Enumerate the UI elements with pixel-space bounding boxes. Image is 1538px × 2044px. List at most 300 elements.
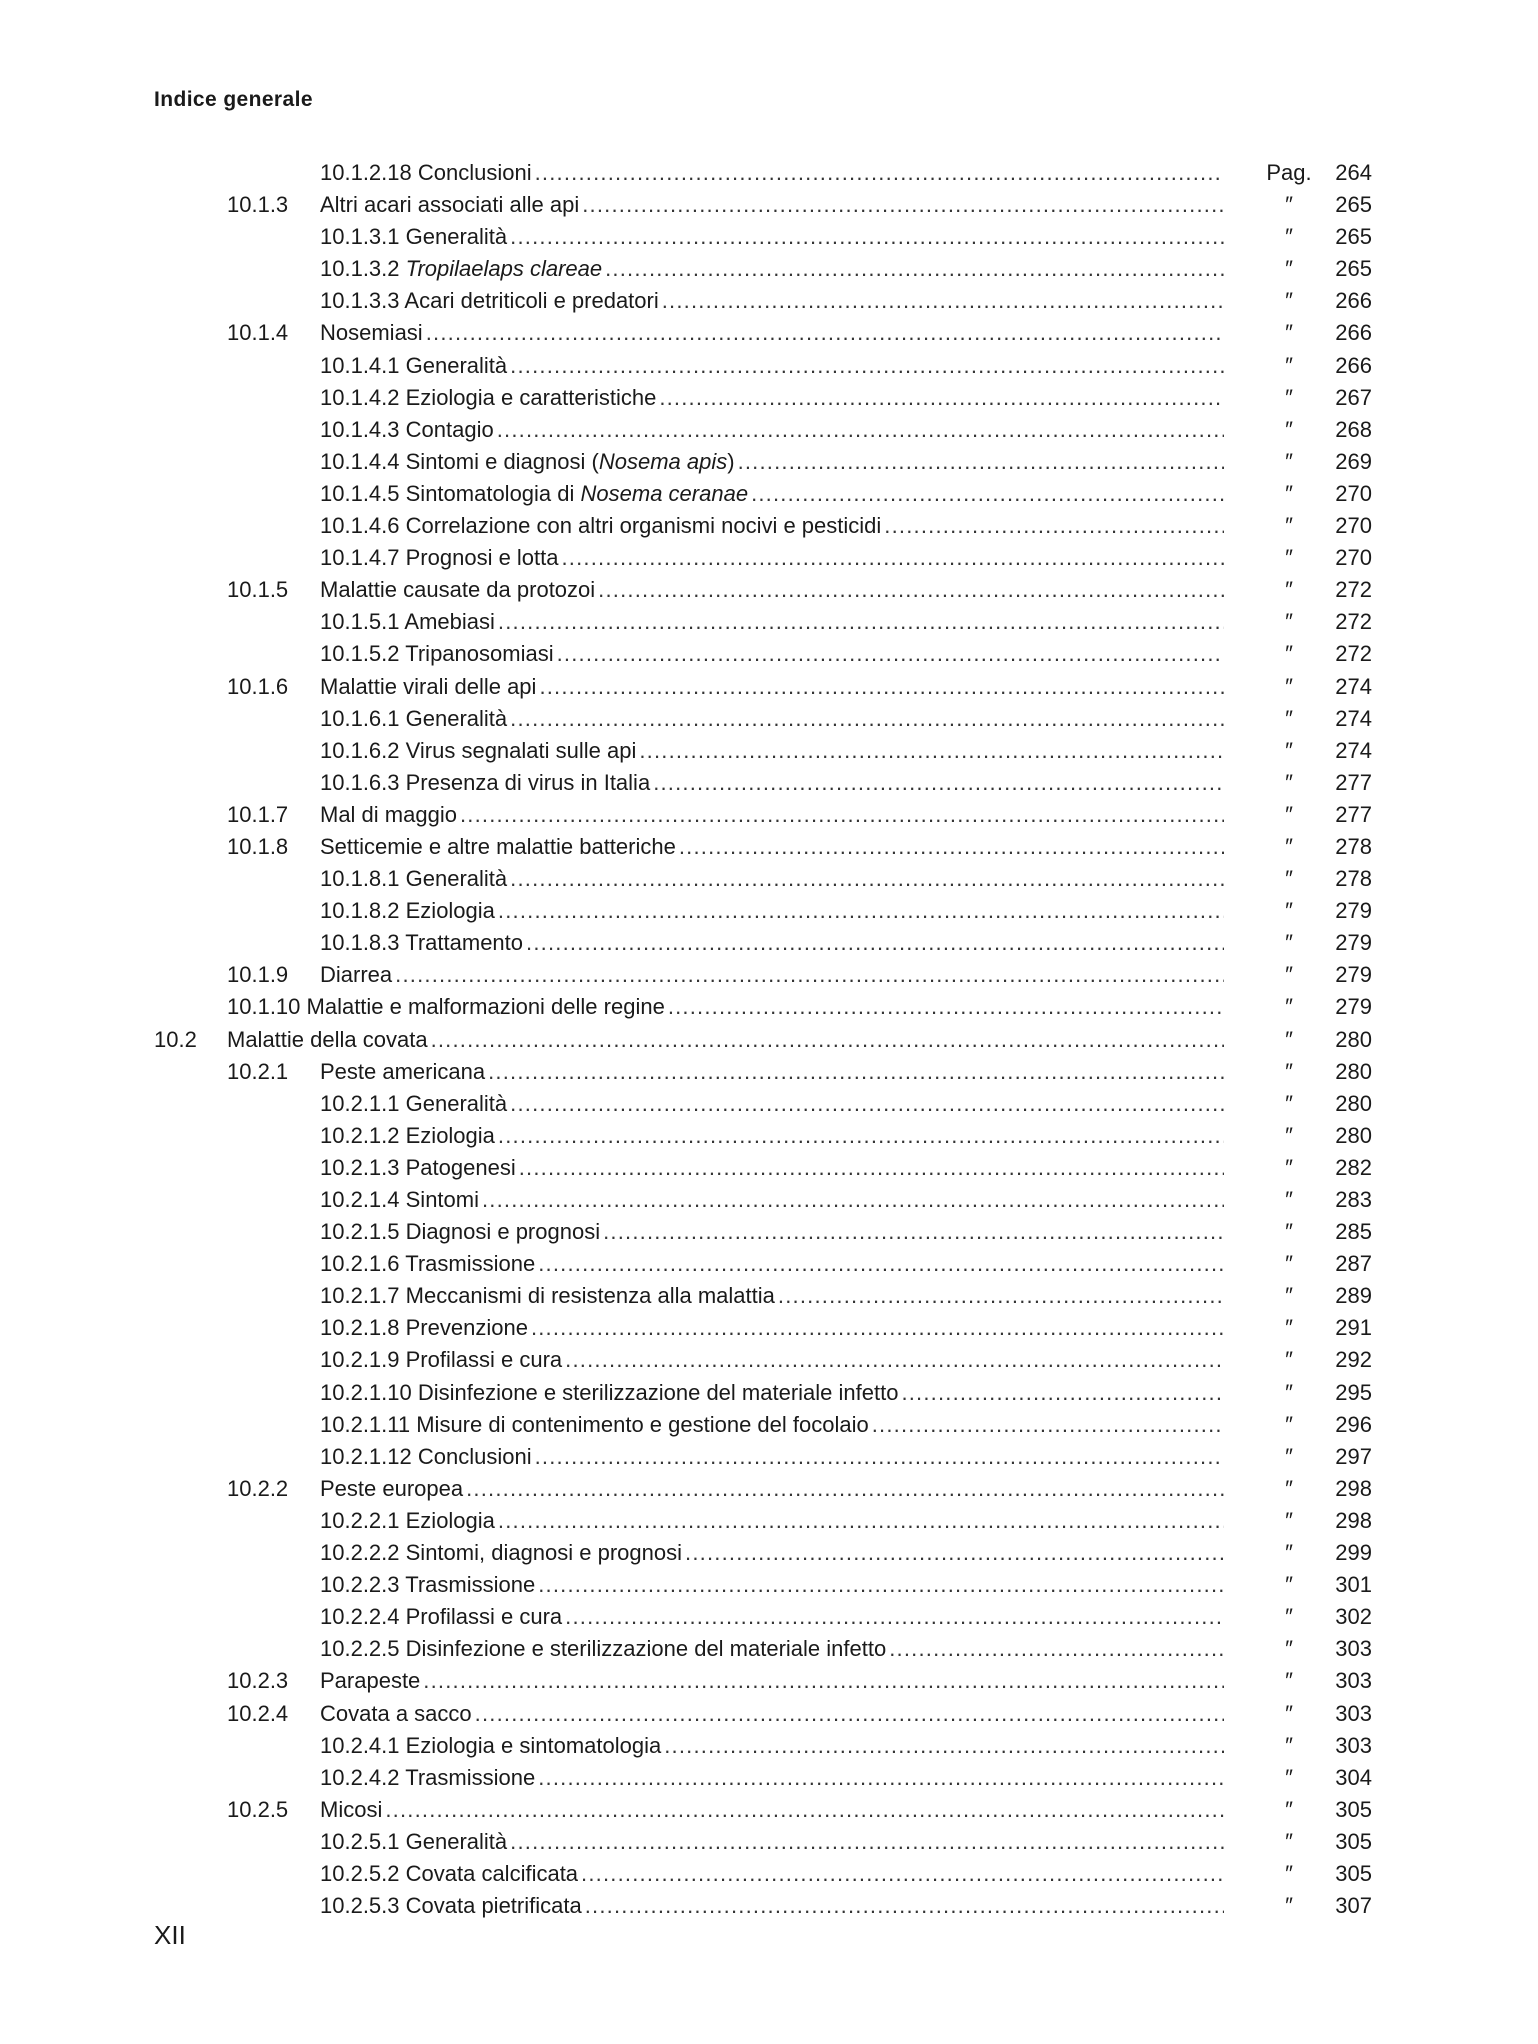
toc-page-number: 298 [1335,1507,1372,1533]
toc-entry-text: 10.1.4.1 Generalità [320,352,508,378]
toc-page-number: 277 [1335,769,1372,795]
dot-leader [420,1665,1224,1697]
toc-entry-title [320,927,1224,959]
toc-entry-text: 10.2.5.2 Covata calcificata [320,1860,579,1886]
toc-entry [0,1280,1538,1312]
toc-entry-text: 10.1.3.3 Acari detriticoli e predatori [320,288,659,314]
dot-leader [516,1152,1224,1184]
ditto-mark: ″ [1285,1893,1293,1919]
ditto-mark: ″ [1285,1668,1293,1694]
toc-entry-title [320,606,1224,638]
dot-leader [392,959,1224,991]
ditto-mark: ″ [1285,833,1293,859]
toc-entry-text: 10.1.8.1 Generalità [320,866,508,892]
toc-page-number: 279 [1335,930,1372,956]
toc-entry [0,1056,1538,1088]
ditto-mark: ″ [1285,1122,1293,1148]
ditto-mark: ″ [1285,1636,1293,1662]
toc-entry-title [320,1569,1224,1601]
ditto-mark: ″ [1285,352,1293,378]
toc-entry-number: 10.2 [154,1026,197,1052]
dot-leader [495,895,1224,927]
toc-page-number: 265 [1335,192,1372,218]
toc-entry-title [320,959,1224,991]
toc-page-number: 302 [1335,1604,1372,1630]
toc-page-number: 280 [1335,1058,1372,1084]
toc-entry [0,382,1538,414]
toc-page-number: 272 [1335,641,1372,667]
toc-entry-text: 10.1.6.1 Generalità [320,705,508,731]
toc-entry-title [320,574,1224,606]
pag-label: Pag. [1266,160,1312,185]
toc-page-number: 274 [1335,705,1372,731]
toc-entry-title [320,735,1224,767]
toc-entry-text: 10.2.1.1 Generalità [320,1090,508,1116]
toc-entry-title [320,1312,1224,1344]
toc-page-number: 303 [1335,1668,1372,1694]
toc-entry-text: 10.1.3.2 [320,256,406,282]
toc-entry-text: Parapeste [320,1668,421,1694]
toc-page-number: 280 [1335,1122,1372,1148]
ditto-mark: ″ [1285,1411,1293,1437]
toc-entry-number: 10.2.3 [227,1668,289,1694]
toc-entry [0,1826,1538,1858]
toc-entry [0,574,1538,606]
toc-entry [0,767,1538,799]
toc-entry-text: Diarrea [320,962,393,988]
toc-entry [0,1890,1538,1922]
toc-entry [0,1569,1538,1601]
toc-entry-title [320,767,1224,799]
toc-page-number: 269 [1335,448,1372,474]
toc-page-number: 285 [1335,1219,1372,1245]
toc-entry-number: 10.1.7 [227,801,289,827]
toc-entry-title [320,1441,1224,1473]
toc-entry-title [320,1377,1224,1409]
toc-entry [0,831,1538,863]
toc-entry-title [320,1633,1224,1665]
ditto-mark: ″ [1285,769,1293,795]
toc-page-number: 291 [1335,1315,1372,1341]
toc-entry-text: 10.1.3.1 Generalità [320,224,508,250]
ditto-mark: ″ [1285,545,1293,571]
ditto-mark: ″ [1285,1507,1293,1533]
toc-entry-text: 10.2.1.3 Patogenesi [320,1154,516,1180]
toc-entry-title [320,510,1224,542]
dot-leader [507,863,1224,895]
toc-entry-text: 10.1.6.3 Presenza di virus in Italia [320,769,651,795]
toc-page-number: 279 [1335,898,1372,924]
toc-page-number: 307 [1335,1893,1372,1919]
toc-entry-text: Covata a sacco [320,1700,472,1726]
ditto-mark: ″ [1285,994,1293,1020]
toc-entry-text: 10.2.2.3 Trasmissione [320,1572,536,1598]
toc-entry-title [320,1665,1224,1697]
ditto-mark: ″ [1285,1347,1293,1373]
toc-page-number: 268 [1335,416,1372,442]
toc-entry [0,735,1538,767]
toc-entry-number: 10.1.8 [227,833,289,859]
toc-entry-text: 10.1.10 Malattie e malformazioni delle regine [227,994,665,1020]
dot-leader [562,1344,1224,1376]
dot-leader [602,253,1224,285]
toc-entry [0,1698,1538,1730]
dot-leader [559,542,1225,574]
toc-entry-text: Altri acari associati alle api [320,192,580,218]
toc-page-number: 274 [1335,673,1372,699]
toc-entry [0,703,1538,735]
dot-leader [495,1120,1224,1152]
toc-entry-text: 10.2.1.9 Profilassi e cura [320,1347,563,1373]
toc-entry [0,1377,1538,1409]
ditto-mark: ″ [1285,1540,1293,1566]
toc-entry-title [320,1762,1224,1794]
ditto-mark: ″ [1285,673,1293,699]
dot-leader [423,317,1224,349]
toc-entry [0,1505,1538,1537]
toc-entry-text: 10.2.1.8 Prevenzione [320,1315,528,1341]
ditto-mark: ″ [1285,1379,1293,1405]
dot-leader [507,350,1224,382]
toc-entry-title [320,350,1224,382]
toc-entry-text: Mal di maggio [320,801,457,827]
toc-page-number: 305 [1335,1828,1372,1854]
toc-entry-number: 10.2.5 [227,1796,289,1822]
toc-entry [0,799,1538,831]
toc-entry-title [320,1344,1224,1376]
toc-entry-title [320,478,1224,510]
dot-leader [485,1056,1224,1088]
ditto-mark: ″ [1285,962,1293,988]
dot-leader [536,671,1224,703]
toc-page-number: 278 [1335,833,1372,859]
toc-entry-text: 10.1.2.18 Conclusioni [320,160,532,185]
toc-entry [0,1730,1538,1762]
dot-leader [494,414,1224,446]
toc-entry-title [320,895,1224,927]
toc-entry-title [320,157,1224,189]
toc-page-number: 303 [1335,1700,1372,1726]
toc-page-number: 270 [1335,480,1372,506]
toc-entry [0,478,1538,510]
dot-leader [507,1088,1224,1120]
dot-leader [457,799,1224,831]
running-header: Indice generale [154,88,313,111]
toc-page-number: 266 [1335,288,1372,314]
dot-leader [898,1377,1224,1409]
toc-page-number: 277 [1335,801,1372,827]
dot-leader [507,1826,1224,1858]
toc-page-number: 301 [1335,1572,1372,1598]
toc-page-number: 265 [1335,256,1372,282]
ditto-mark: ″ [1285,898,1293,924]
toc-entry-text: 10.1.8.2 Eziologia [320,898,495,924]
ditto-mark: ″ [1285,416,1293,442]
toc-page-number: 283 [1335,1187,1372,1212]
toc-entry-text: 10.2.1.7 Meccanismi di resistenza alla malattia [320,1283,775,1309]
dot-leader [507,221,1224,253]
ditto-mark: ″ [1285,1796,1293,1822]
toc-entry-text: 10.2.5.1 Generalità [320,1828,508,1854]
toc-page-number: 287 [1335,1251,1372,1277]
toc-entry-title [320,1601,1224,1633]
toc-entry-text: 10.2.1.6 Trasmissione [320,1251,536,1277]
toc-entry-number: 10.1.3 [227,192,289,218]
toc-entry-title [227,1024,1224,1056]
dot-leader [600,1216,1224,1248]
toc-entry-number: 10.1.4 [227,320,289,346]
dot-leader [479,1184,1224,1216]
toc-entry [0,1120,1538,1152]
ditto-mark: ″ [1285,1443,1293,1469]
toc-entry-title [320,317,1224,349]
ditto-mark: ″ [1285,1251,1293,1277]
toc-entry-number: 10.1.6 [227,673,289,699]
ditto-mark: ″ [1285,737,1293,763]
toc-page-number: 279 [1335,962,1372,988]
toc-entry-number: 10.2.2 [227,1475,289,1501]
dot-leader [554,638,1224,670]
toc-page-number: 280 [1335,1026,1372,1052]
toc-entry-text-suffix: ) [727,448,735,474]
toc-entry-text: 10.2.2.2 Sintomi, diagnosi e prognosi [320,1540,683,1566]
ditto-mark: ″ [1285,256,1293,282]
toc-entry [0,414,1538,446]
dot-leader [659,285,1224,317]
toc-entry-text: 10.1.4.7 Prognosi e lotta [320,545,559,571]
ditto-mark: ″ [1285,1860,1293,1886]
toc-page-number: 289 [1335,1283,1372,1309]
toc-entry [0,350,1538,382]
toc-entry-text: 10.2.1.4 Sintomi [320,1187,479,1212]
toc-page-number: 270 [1335,513,1372,539]
toc-entry [0,1184,1538,1216]
ditto-mark: ″ [1285,1058,1293,1084]
toc-entry-text: Malattie causate da protozoi [320,577,596,603]
toc-entry-text: Peste americana [320,1058,486,1084]
ditto-mark: ″ [1285,1475,1293,1501]
toc-entry-text: 10.1.4.3 Contagio [320,416,494,442]
toc-entry-title [320,382,1224,414]
dot-leader [656,382,1224,414]
toc-entry-text: 10.2.1.11 Misure di contenimento e gestione del focolaio [320,1411,869,1437]
toc-entry-text: 10.2.1.2 Eziologia [320,1122,495,1148]
toc-page-number: 304 [1335,1764,1372,1790]
toc-entry-number: 10.1.9 [227,962,289,988]
toc-page-number: 270 [1335,545,1372,571]
dot-leader [472,1698,1224,1730]
dot-leader [532,1441,1224,1473]
toc-entry [0,1794,1538,1826]
toc-entry-title [320,1152,1224,1184]
toc-entry-title [320,799,1224,831]
toc-entry-title [320,1826,1224,1858]
ditto-mark: ″ [1285,1090,1293,1116]
dot-leader [886,1633,1224,1665]
toc-entry [0,1152,1538,1184]
toc-entry-title [320,1698,1224,1730]
ditto-mark: ″ [1285,320,1293,346]
toc-entry-text: 10.2.4.1 Eziologia e sintomatologia [320,1732,662,1758]
toc-entry-text: 10.1.5.2 Tripanosomiasi [320,641,554,667]
dot-leader [463,1473,1224,1505]
ditto-mark: ″ [1285,1700,1293,1726]
toc-page-number: 267 [1335,384,1372,410]
dot-leader [636,735,1224,767]
toc-entry [0,1665,1538,1697]
toc-entry-title [320,253,1224,285]
toc-entry-title [320,414,1224,446]
toc-entry-text: 10.2.1.5 Diagnosi e prognosi [320,1219,601,1245]
dot-leader [735,446,1224,478]
toc-page-number: 297 [1335,1443,1372,1469]
ditto-mark: ″ [1285,1604,1293,1630]
dot-leader [869,1409,1224,1441]
toc-page-number: 265 [1335,224,1372,250]
toc-entry-title [320,1056,1224,1088]
toc-entry-text: 10.1.4.6 Correlazione con altri organismi nocivi e pesticidi [320,513,882,539]
toc-page-number: 305 [1335,1796,1372,1822]
toc-entry-text: Setticemie e altre malattie batteriche [320,833,676,859]
toc-page-number: 272 [1335,609,1372,635]
dot-leader [682,1537,1224,1569]
toc-entry [0,1858,1538,1890]
ditto-mark: ″ [1285,1026,1293,1052]
toc-entry [0,446,1538,478]
toc-entry-text: Malattie della covata [227,1026,428,1052]
ditto-mark: ″ [1285,1828,1293,1854]
dot-leader [495,1505,1224,1537]
toc-entry [0,1216,1538,1248]
toc-entry-number: 10.2.4 [227,1700,289,1726]
toc-entry-number: 10.1.5 [227,577,289,603]
toc-entry-title [320,1794,1224,1826]
toc-entry-number: 10.2.1 [227,1058,289,1084]
toc-page-number: 292 [1335,1347,1372,1373]
toc-page-number: 279 [1335,994,1372,1020]
toc-entry [0,1312,1538,1344]
toc-page-number: 264 [1335,160,1372,185]
toc-entry [0,317,1538,349]
toc-entry-text: 10.2.2.5 Disinfezione e sterilizzazione del materiale infetto [320,1636,887,1662]
toc-entry-text: Nosemiasi [320,320,423,346]
dot-leader [582,1890,1224,1922]
toc-entry-title [320,1088,1224,1120]
toc-page-number: 298 [1335,1475,1372,1501]
toc-entry [0,895,1538,927]
toc-entry-title [320,1505,1224,1537]
toc-page-number: 278 [1335,866,1372,892]
toc-entry [0,959,1538,991]
toc-entry [0,157,1538,189]
toc-page-number: 296 [1335,1411,1372,1437]
ditto-mark: ″ [1285,1187,1293,1212]
toc-entry-title [320,1890,1224,1922]
toc-entry-title [320,1280,1224,1312]
ditto-mark: ″ [1285,1219,1293,1245]
toc-page-number: 303 [1335,1732,1372,1758]
toc-entry-text: 10.1.4.4 Sintomi e diagnosi ( [320,448,599,474]
dot-leader [562,1601,1224,1633]
dot-leader [650,767,1224,799]
toc-entry-italic-text: Nosema ceranae [580,480,749,506]
toc-entry-text: 10.1.8.3 Trattamento [320,930,524,956]
toc-entry [0,1537,1538,1569]
toc-entry-text: 10.2.2.1 Eziologia [320,1507,495,1533]
ditto-mark: ″ [1285,1732,1293,1758]
ditto-mark: ″ [1285,609,1293,635]
dot-leader [532,157,1224,189]
toc-entry-title [320,542,1224,574]
dot-leader [535,1569,1224,1601]
dot-leader [748,478,1224,510]
toc-entry [0,1088,1538,1120]
dot-leader [528,1312,1224,1344]
dot-leader [428,1024,1224,1056]
toc-entry-text: 10.2.2.4 Profilassi e cura [320,1604,563,1630]
toc-page-number: 299 [1335,1540,1372,1566]
toc-entry [0,1409,1538,1441]
dot-leader [578,1858,1224,1890]
toc-entry [0,221,1538,253]
toc-entry-title [320,703,1224,735]
toc-entry-text: 10.2.4.2 Trasmissione [320,1764,536,1790]
toc-entry-title [320,1858,1224,1890]
toc-entry-text: Micosi [320,1796,383,1822]
ditto-mark: ″ [1285,1572,1293,1598]
ditto-mark: ″ [1285,288,1293,314]
page-number: XII [154,1920,186,1950]
toc-entry [0,606,1538,638]
ditto-mark: ″ [1285,641,1293,667]
dot-leader [535,1248,1224,1280]
toc-entry [0,671,1538,703]
ditto-mark: ″ [1285,801,1293,827]
toc-entry-title [320,863,1224,895]
toc-entry-text: 10.1.4.5 Sintomatologia di [320,480,581,506]
dot-leader [579,189,1224,221]
dot-leader [495,606,1224,638]
toc-entry [0,542,1538,574]
dot-leader [507,703,1224,735]
toc-entry-title [320,1473,1224,1505]
toc-entry [0,189,1538,221]
toc-entry-title [320,285,1224,317]
toc-entry [0,1633,1538,1665]
toc-entry-title [320,1216,1224,1248]
toc-entry [0,510,1538,542]
toc-entry [0,285,1538,317]
toc-page-number: 280 [1335,1090,1372,1116]
toc-entry [0,863,1538,895]
ditto-mark: ″ [1285,1154,1293,1180]
toc-entry-title [320,831,1224,863]
ditto-mark: ″ [1285,480,1293,506]
toc-entry [0,1344,1538,1376]
toc-entry [0,991,1538,1023]
toc-entry-title [320,1730,1224,1762]
toc-page-number: 274 [1335,737,1372,763]
toc-entry-title [320,1409,1224,1441]
toc-entry-italic-text: Tropilaelaps clareae [405,256,603,282]
toc-entry [0,1441,1538,1473]
toc-entry [0,1601,1538,1633]
toc-entry-text: 10.1.5.1 Amebiasi [320,609,495,635]
ditto-mark: ″ [1285,192,1293,218]
ditto-mark: ″ [1285,513,1293,539]
toc-entry [0,927,1538,959]
toc-page-number: 266 [1335,352,1372,378]
